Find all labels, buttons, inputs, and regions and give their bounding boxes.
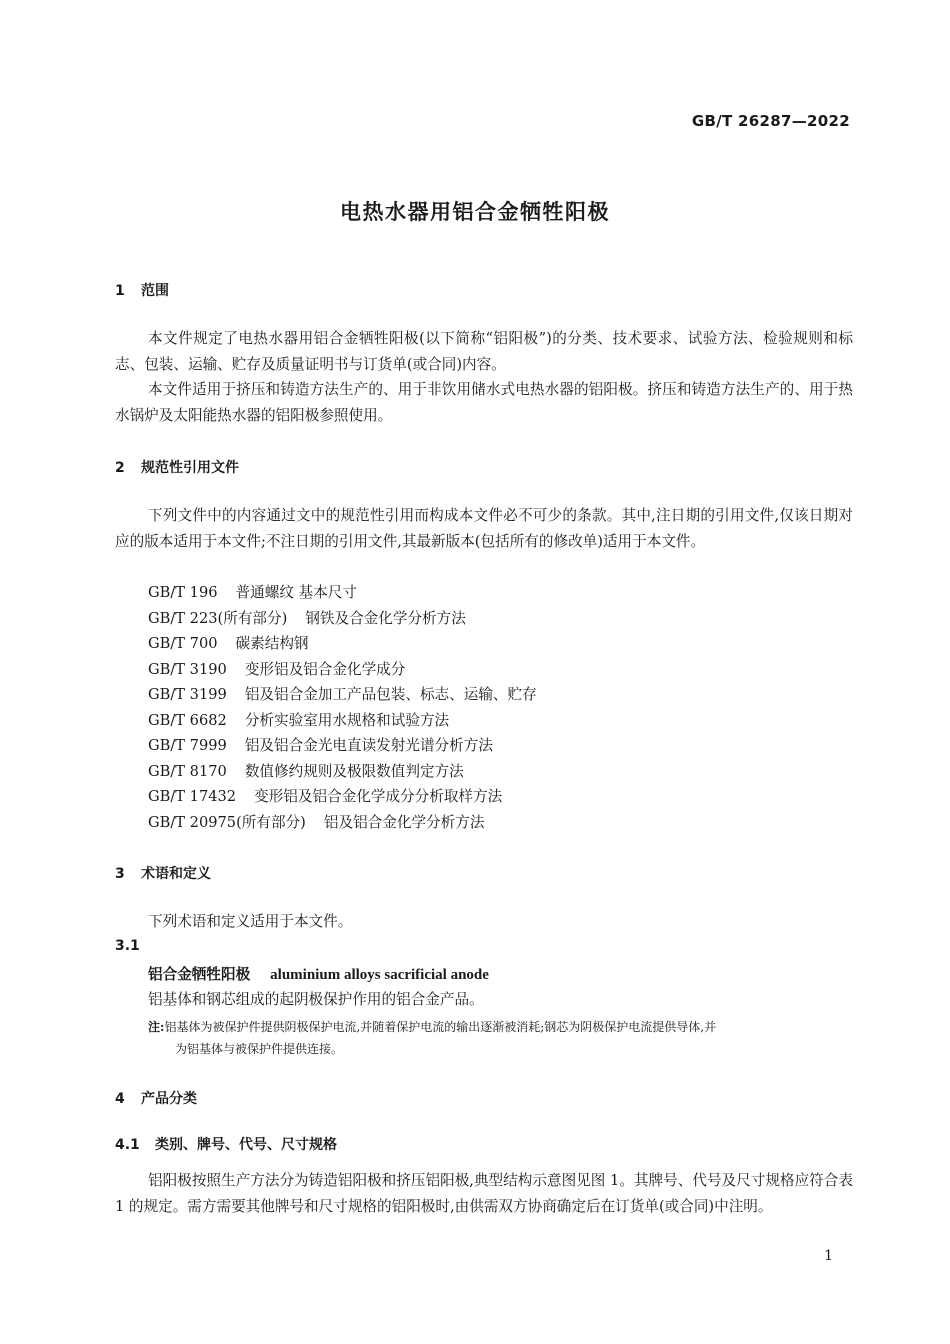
reference-name: 铝及铝合金化学分析方法 — [323, 813, 485, 831]
reference-code: GB/T 223(所有部分) — [148, 609, 288, 627]
reference-name: 数值修约规则及极限数值判定方法 — [244, 762, 464, 780]
reference-name: 变形铝及铝合金化学成分 — [244, 660, 406, 678]
reference-name: 碳素结构钢 — [235, 635, 309, 652]
reference-name: 钢铁及合金化学分析方法 — [305, 609, 466, 627]
reference-code: GB/T 8170 — [148, 762, 227, 780]
term-english: aluminium alloys sacrificial anode — [270, 967, 489, 983]
reference-code: GB/T 196 — [148, 584, 218, 601]
section-1-para-1: 本文件规定了电热水器用铝合金牺牲阳极(以下简称“铝阳极”)的分类、技术要求、试验方法、检验规则和标志、包装、运输、贮存及质量证明书与订货单(或合同)内容。 — [115, 330, 853, 373]
section-1-heading — [115, 280, 169, 300]
reference-item — [148, 657, 537, 683]
term-definition: 铝基体和钢芯组成的起阴极保护作用的铝合金产品。 — [148, 991, 484, 1008]
section-title: 规范性引用文件 — [141, 460, 239, 476]
reference-list — [148, 580, 537, 835]
reference-item — [148, 784, 537, 810]
section-3-intro: 下列术语和定义适用于本文件。 — [148, 913, 353, 930]
section-number: 2 — [115, 460, 125, 476]
section-title: 术语和定义 — [141, 866, 211, 882]
reference-code: GB/T 20975(所有部分) — [148, 813, 306, 831]
section-1-para-2: 本文件适用于挤压和铸造方法生产的、用于非饮用储水式电热水器的铝阳极。挤压和铸造方法生产的、用于热水锅炉及太阳能热水器的铝阳极参照使用。 — [115, 381, 853, 424]
reference-name: 分析实验室用水规格和试验方法 — [244, 711, 450, 729]
reference-code: GB/T 700 — [148, 635, 218, 652]
page-number: 1 — [824, 1248, 833, 1264]
subsection-number: 4.1 — [115, 1137, 140, 1153]
reference-code: GB/T 3190 — [148, 660, 227, 678]
section-4-heading — [115, 1088, 197, 1108]
section-2-intro: 下列文件中的内容通过文中的规范性引用而构成本文件必不可少的条款。其中,注日期的引用文件,仅该日期对应的版本适用于本文件;不注日期的引用文件,其最新版本(包括所有的修改单)适用于本文件。 — [115, 507, 853, 550]
note-line-2: 为铝基体与被保护件提供连接。 — [175, 1042, 344, 1056]
term-chinese: 铝合金牺牲阳极 — [148, 966, 251, 983]
reference-code: GB/T 6682 — [148, 711, 227, 729]
subsection-title: 类别、牌号、代号、尺寸规格 — [155, 1137, 337, 1153]
reference-name: 铝及铝合金光电直读发射光谱分析方法 — [244, 737, 493, 754]
reference-item — [148, 708, 537, 734]
standard-number: GB/T 26287—2022 — [691, 112, 850, 130]
term-number: 3.1 — [115, 938, 140, 954]
term-note — [148, 1016, 856, 1060]
section-title: 范围 — [141, 283, 169, 299]
document-title: 电热水器用铝合金牺牲阳极 — [340, 200, 610, 224]
reference-item — [148, 810, 537, 836]
note-label: 注: — [148, 1020, 165, 1034]
section-number: 1 — [115, 283, 125, 299]
reference-item — [148, 606, 537, 632]
section-4-1-para: 铝阳极按照生产方法分为铸造铝阳极和挤压铝阳极,典型结构示意图见图 1。其牌号、代号及尺寸规格应符合表 1 的规定。需方需要其他牌号和尺寸规格的铝阳极时,由供需双方协商确定后在订货单(或合同)中注明。 — [115, 1172, 853, 1215]
reference-code: GB/T 7999 — [148, 737, 227, 754]
reference-item — [148, 759, 537, 785]
section-number: 4 — [115, 1091, 125, 1107]
term-entry — [148, 963, 489, 984]
subsection-4-1-heading — [115, 1134, 337, 1154]
section-number: 3 — [115, 866, 125, 882]
section-title: 产品分类 — [141, 1091, 197, 1107]
reference-item — [148, 631, 537, 657]
reference-item — [148, 682, 537, 708]
reference-item — [148, 733, 537, 759]
section-2-heading — [115, 457, 239, 477]
reference-code: GB/T 3199 — [148, 686, 227, 703]
reference-code: GB/T 17432 — [148, 788, 237, 805]
reference-name: 铝及铝合金加工产品包装、标志、运输、贮存 — [244, 686, 537, 703]
reference-name: 变形铝及铝合金化学成分分析取样方法 — [254, 788, 503, 805]
reference-name: 普通螺纹 基本尺寸 — [235, 584, 357, 601]
section-3-heading — [115, 863, 211, 883]
note-line-1: 铝基体为被保护件提供阴极保护电流,并随着保护电流的输出逐渐被消耗;钢芯为阴极保护电流提供导体,并 — [164, 1020, 717, 1034]
reference-item — [148, 580, 537, 606]
